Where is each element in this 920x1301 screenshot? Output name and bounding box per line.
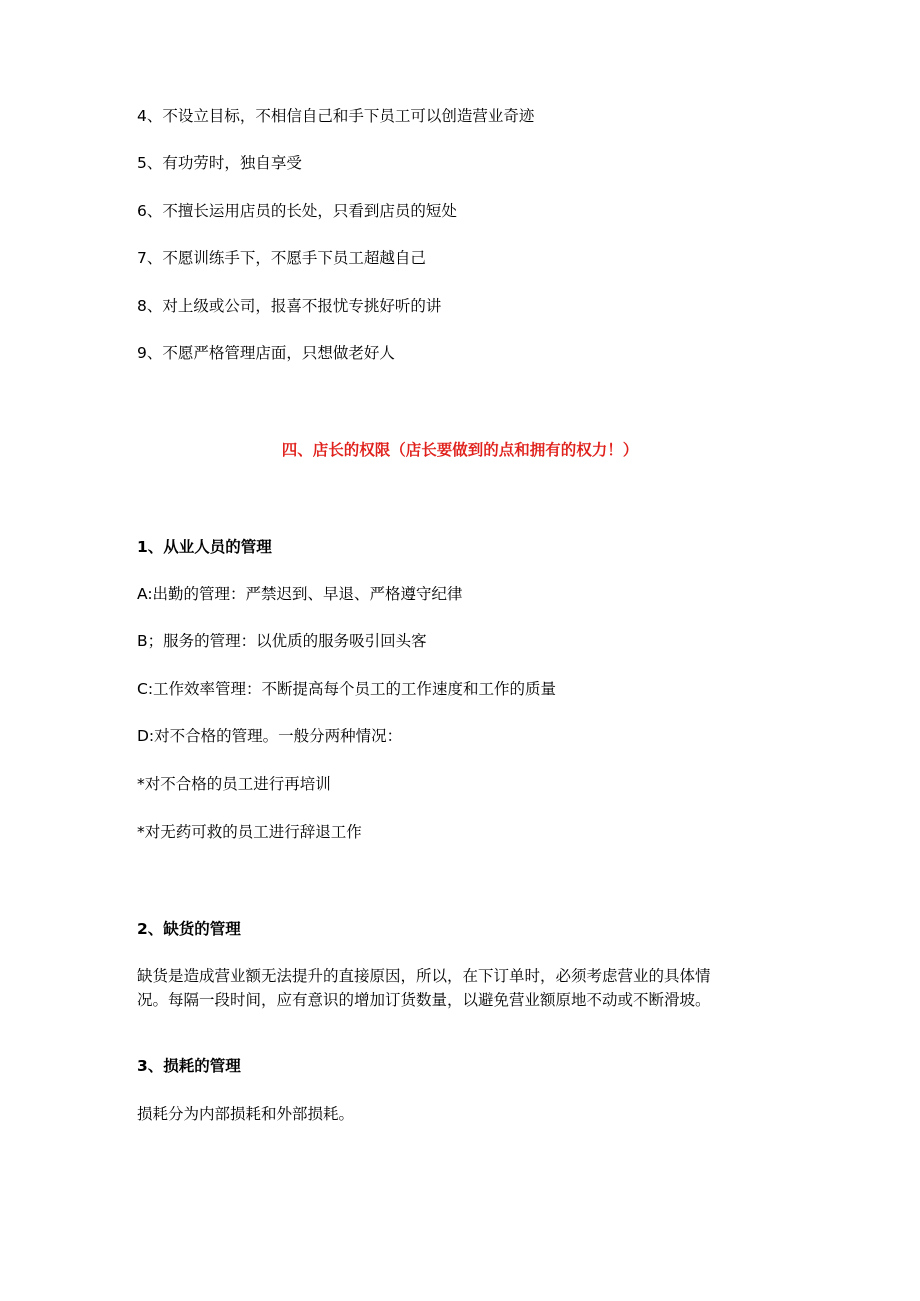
list-item-4: 4、不设立目标，不相信自己和手下员工可以创造营业奇迹: [137, 107, 535, 125]
subsection-1-heading: 1、从业人员的管理: [137, 538, 272, 556]
subsection-3-heading: 3、损耗的管理: [137, 1057, 241, 1075]
section-title: 四、店长的权限（店长要做到的点和拥有的权力！）: [281, 441, 639, 459]
sub1-bullet-dismiss: *对无药可救的员工进行辞退工作: [137, 823, 362, 841]
list-item-8: 8、对上级或公司，报喜不报忧专挑好听的讲: [137, 297, 442, 315]
list-item-9: 9、不愿严格管理店面，只想做老好人: [137, 344, 395, 362]
list-item-5: 5、有功劳时，独自享受: [137, 154, 302, 172]
sub1-bullet-retrain: *对不合格的员工进行再培训: [137, 775, 331, 793]
sub1-item-a: A:出勤的管理：严禁迟到、早退、严格遵守纪律: [137, 585, 463, 603]
list-item-7: 7、不愿训练手下，不愿手下员工超越自己: [137, 249, 426, 267]
sub1-item-d: D:对不合格的管理。一般分两种情况：: [137, 727, 403, 745]
sub1-item-c: C:工作效率管理：不断提高每个员工的工作速度和工作的质量: [137, 680, 557, 698]
sub2-paragraph-line-2: 况。每隔一段时间，应有意识的增加订货数量，以避免营业额原地不动或不断滑坡。: [137, 991, 711, 1009]
sub2-paragraph-line-1: 缺货是造成营业额无法提升的直接原因，所以，在下订单时，必须考虑营业的具体情: [137, 967, 711, 985]
list-item-6: 6、不擅长运用店员的长处，只看到店员的短处: [137, 202, 457, 220]
sub1-item-b: B；服务的管理：以优质的服务吸引回头客: [137, 632, 427, 650]
sub3-paragraph: 损耗分为内部损耗和外部损耗。: [137, 1105, 355, 1123]
subsection-2-heading: 2、缺货的管理: [137, 920, 241, 938]
